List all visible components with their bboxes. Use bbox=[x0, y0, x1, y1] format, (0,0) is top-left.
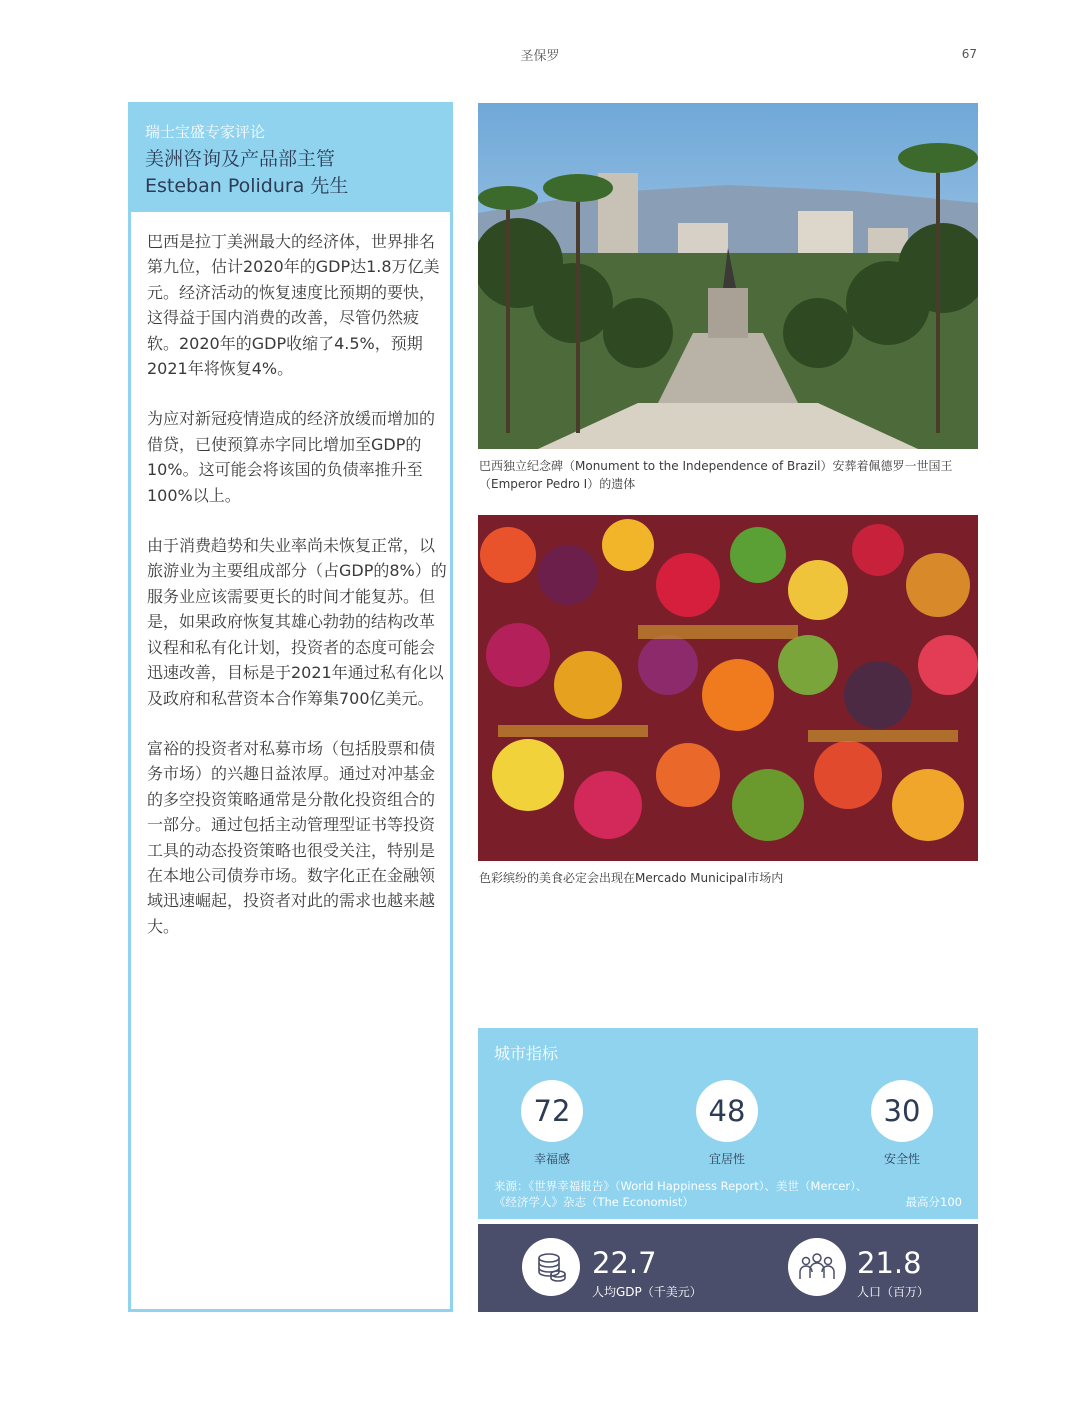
metric-happiness bbox=[502, 1080, 602, 1167]
running-title: 圣保罗 bbox=[520, 49, 560, 64]
expert-kicker: 瑞士宝盛专家评论 bbox=[145, 123, 266, 141]
coins-icon bbox=[522, 1238, 580, 1296]
stats-bar bbox=[478, 1224, 978, 1312]
metric-safety bbox=[852, 1080, 952, 1167]
city-indicators-panel bbox=[478, 1028, 978, 1219]
expert-role: 美洲咨询及产品部主管 bbox=[145, 148, 336, 170]
expert-header bbox=[131, 105, 450, 212]
metric-label: 宜居性 bbox=[708, 1152, 745, 1166]
expert-body bbox=[131, 212, 450, 939]
metric-livability bbox=[677, 1080, 777, 1167]
gdp-per-capita-value: 22.7 bbox=[592, 1246, 657, 1280]
indicators-max-note: 最高分100 bbox=[905, 1195, 962, 1209]
running-head bbox=[0, 45, 1080, 65]
fruit-market-photo bbox=[478, 515, 978, 861]
expert-paragraph: 由于消费趋势和失业率尚未恢复正常，以旅游业为主要组成部分（占GDP的8%）的服务业应该需要更长的时间才能复苏。但是，如果政府恢复其雄心勃勃的结构改革议程和私有化计划，投资者的态度可能会迅速改善，目标是于2021年通过私有化以及政府和私营资本合作筹集700亿美元。 bbox=[147, 536, 447, 708]
indicators-source: 来源：《世界幸福报告》（World Happiness Report）、美世（Mercer）、《经济学人》杂志（The Economist） bbox=[494, 1179, 868, 1209]
population-value: 21.8 bbox=[857, 1246, 922, 1280]
fruit-market-caption: 色彩缤纷的美食必定会出现在Mercado Municipal市场内 bbox=[479, 871, 784, 885]
indicators-title: 城市指标 bbox=[494, 1044, 559, 1063]
people-icon bbox=[788, 1238, 846, 1296]
expert-commentary-box bbox=[128, 102, 453, 1312]
monument-caption: 巴西独立纪念碑（Monument to the Independence of Brazil）安葬着佩德罗一世国王（Emperor Pedro I）的遗体 bbox=[479, 459, 953, 491]
metric-label: 安全性 bbox=[883, 1152, 920, 1166]
metric-label: 幸福感 bbox=[533, 1152, 570, 1166]
metric-value: 30 bbox=[871, 1080, 933, 1142]
monument-photo bbox=[478, 103, 978, 449]
expert-paragraph: 富裕的投资者对私募市场（包括股票和债务市场）的兴趣日益浓厚。通过对冲基金的多空投资策略通常是分散化投资组合的一部分。通过包括主动管理型证书等投资工具的动态投资策略也很受关注，特别是在本地公司债券市场。数字化正在金融领域迅速崛起，投资者对此的需求也越来越大。 bbox=[147, 738, 436, 936]
expert-name: Esteban Polidura 先生 bbox=[145, 175, 349, 197]
expert-paragraph: 巴西是拉丁美洲最大的经济体，世界排名第九位，估计2020年的GDP达1.8万亿美元。经济活动的恢复速度比预期的要快，这得益于国内消费的改善，尽管仍然疲软。2020年的GDP收缩了4.5%，预期2021年将恢复4%。 bbox=[147, 232, 440, 379]
expert-paragraph: 为应对新冠疫情造成的经济放缓而增加的借贷，已使预算赤字同比增加至GDP的10%。这可能会将该国的负债率推升至100%以上。 bbox=[147, 409, 436, 505]
metric-value: 72 bbox=[521, 1080, 583, 1142]
population-label: 人口（百万） bbox=[857, 1285, 930, 1299]
metric-value: 48 bbox=[696, 1080, 758, 1142]
page-number: 67 bbox=[961, 47, 977, 61]
gdp-per-capita-label: 人均GDP（千美元） bbox=[592, 1285, 702, 1299]
